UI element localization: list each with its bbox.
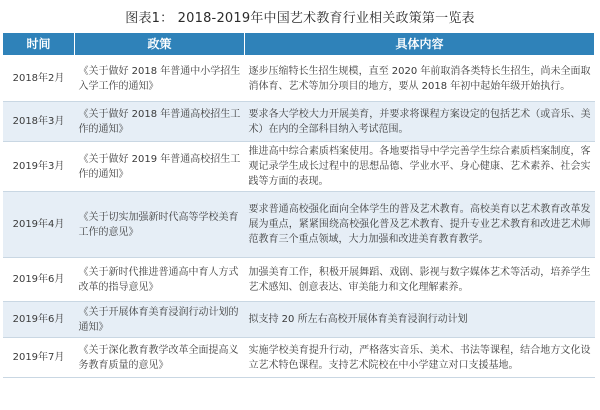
row-content: 要求普通高校强化面向全体学生的普及艺术教育。高校美育以艺术教育改革发展为重点，紧紧围绕高校强化普及艺术教育、提升专业艺术教育和改进艺术师范教育三个重点领域，大力加强和改进美育教育教学。 (245, 192, 595, 258)
row-content: 逐步压缩特长生招生规模，直至 2020 年前取消各类特长生招生，尚未全面取消体育、艺术等加分项目的地方，要从 2018 年初中起始年级开始执行。 (245, 56, 595, 102)
header-time: 时间 (3, 33, 75, 56)
row-content: 实施学校美育提升行动，严格落实音乐、美术、书法等课程，结合地方文化设立艺术特色课程。支持艺术院校在中小学建立对口支援基地。 (245, 338, 595, 378)
table-row (3, 258, 595, 302)
table-row (3, 302, 595, 338)
figure-title: 图表1： 2018-2019年中国艺术教育行业相关政策第一览表 (125, 10, 475, 26)
table-row (3, 192, 595, 258)
header-row (3, 33, 595, 56)
row-policy: 《关于做好 2018 年普通高校招生工作的通知》 (75, 102, 245, 142)
row-time: 2019年6月 (3, 258, 75, 302)
table-row (3, 338, 595, 378)
table-row (3, 102, 595, 142)
row-policy: 《关于开展体育美育浸润行动计划的通知》 (75, 302, 245, 338)
policy-table (2, 32, 595, 378)
row-content: 加强美育工作，积极开展舞蹈、戏剧、影视与数字媒体艺术等活动，培养学生艺术感知、创意表达、审美能力和文化理解素养。 (245, 258, 595, 302)
row-policy: 《关于新时代推进普通高中育人方式改革的指导意见》 (75, 258, 245, 302)
row-policy: 《关于做好 2018 年普通中小学招生入学工作的通知》 (75, 56, 245, 102)
row-policy: 《关于切实加强新时代高等学校美育工作的意见》 (75, 192, 245, 258)
row-policy: 《关于做好 2019 年普通高校招生工作的通知》 (75, 142, 245, 192)
header-content: 具体内容 (245, 33, 595, 56)
row-time: 2018年2月 (3, 56, 75, 102)
row-content: 推进高中综合素质档案使用。各地要指导中学完善学生综合素质档案制度，客观记录学生成长过程中的思想品德、学业水平、身心健康、艺术素养、社会实践等方面的表现。 (245, 142, 595, 192)
row-policy: 《关于深化教育教学改革全面提高义务教育质量的意见》 (75, 338, 245, 378)
row-time: 2019年7月 (3, 338, 75, 378)
row-time: 2018年3月 (3, 102, 75, 142)
table-row (3, 142, 595, 192)
row-content: 要求各大学校大力开展美育，并要求将课程方案设定的包括艺术（或音乐、美术）在内的全部科目纳入考试范围。 (245, 102, 595, 142)
row-time: 2019年3月 (3, 142, 75, 192)
row-time: 2019年4月 (3, 192, 75, 258)
row-content: 拟支持 20 所左右高校开展体育美育浸润行动计划 (245, 302, 595, 338)
header-policy: 政策 (75, 33, 245, 56)
table-row (3, 56, 595, 102)
row-time: 2019年6月 (3, 302, 75, 338)
